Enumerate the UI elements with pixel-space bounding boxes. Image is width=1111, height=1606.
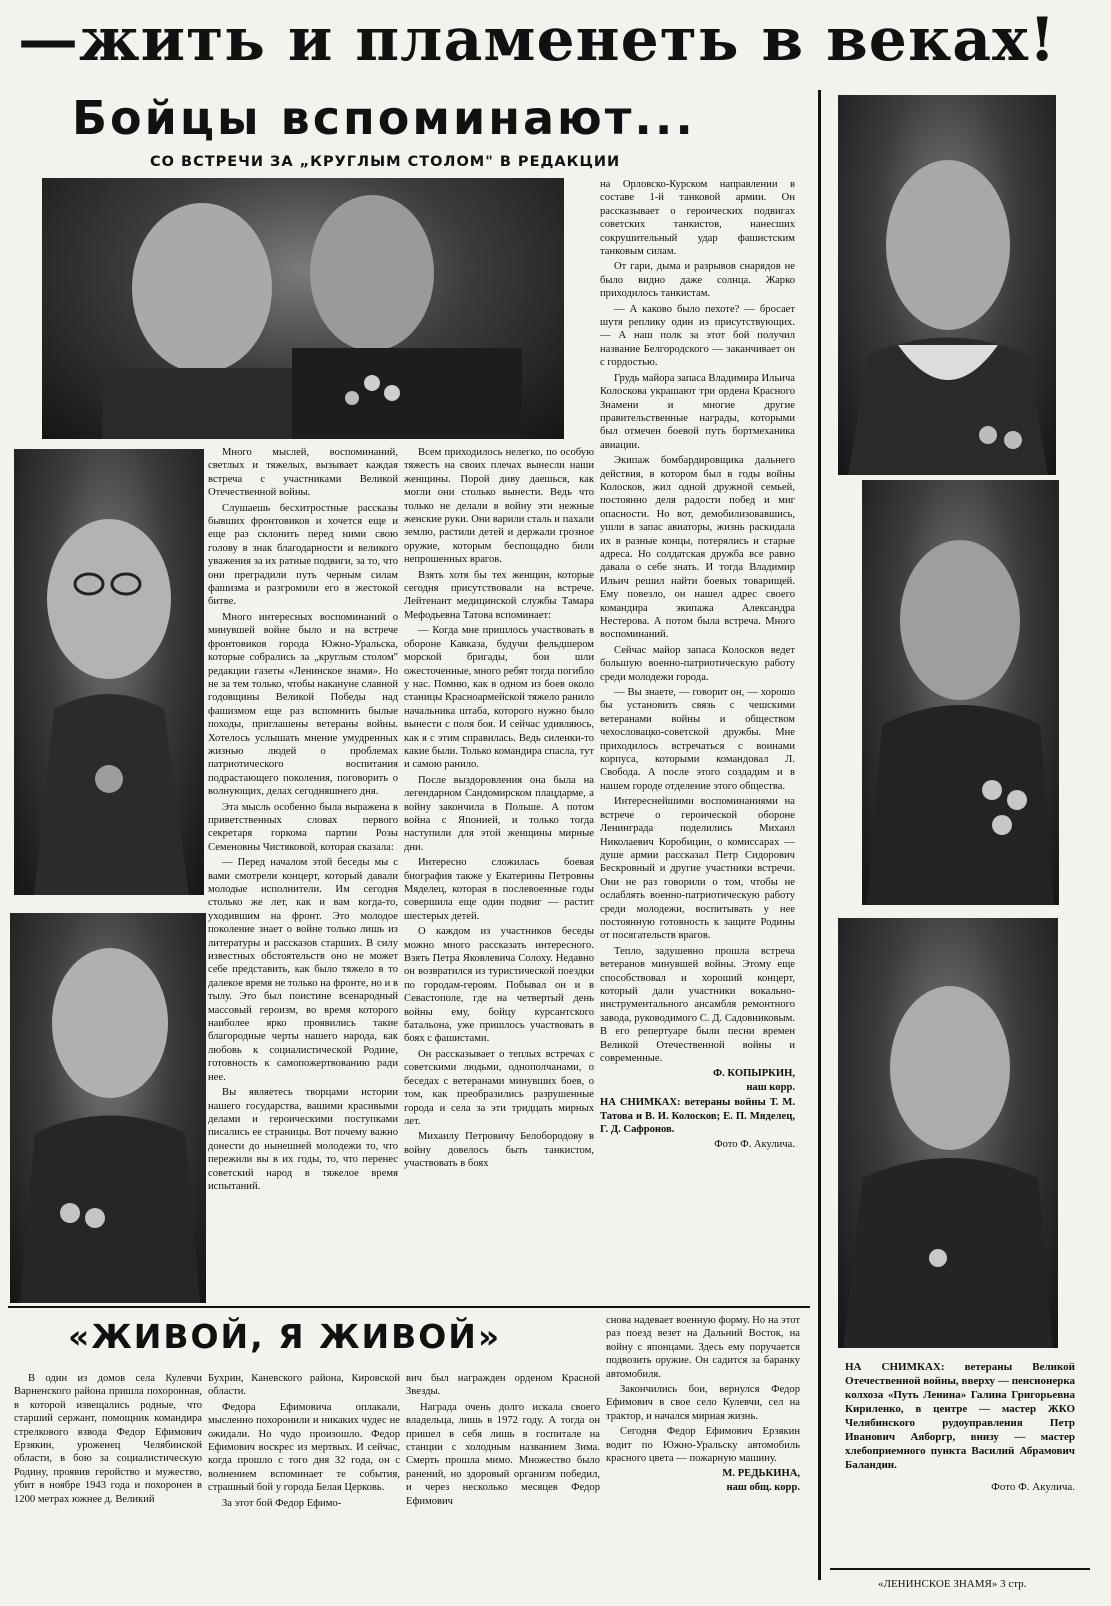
article2-column-3 bbox=[406, 1372, 600, 1602]
paragraph: Интересно сложилась боевая биография также у Екатерины Петровны Мяделец, которая в послевоенные годы совершила еще один подвиг — растит шестерых детей. bbox=[404, 857, 594, 922]
article-headline: Бойцы вспоминают... bbox=[72, 91, 696, 145]
paragraph: Сейчас майор запаса Колосков ведет большую военно-патриотическую работу среди молодежи города. bbox=[600, 644, 795, 683]
paragraph: Интереснейшими воспоминаниями на встрече о героической обороне Ленинграда поделились Михаил Николаевич Коробицин, о комиссарах — душе армии рассказал Петр Сидорович Бескровный и другие участники встречи. Они не раз говорили о том, чтобы не ослаблять военно-патриотическую работу среди молодежи, воспитывать у нее постоянную готовность к защите Родины от посягательств врагов. bbox=[600, 796, 795, 942]
caption-label: НА СНИМКАХ: bbox=[845, 1361, 945, 1373]
photo-woman-veteran bbox=[838, 95, 1056, 475]
paragraph: Всем приходилось нелегко, по особую тяжесть на своих плечах вынесли наши женщины. Порой диву даешься, как могли они столько вынести. Ведь что только не делали в войну эти нежные женские руки. Они варили сталь и пахали землю, растили детей и держали грозное оружие, которым беспощадно били непрошенных врагов. bbox=[404, 447, 594, 566]
author-role: наш корр. bbox=[746, 1081, 795, 1093]
photo-credit: Фото Ф. Акулича. bbox=[991, 1481, 1075, 1493]
paragraph: вич был награжден орденом Красной Звезды. bbox=[406, 1373, 600, 1398]
article2-headline: «ЖИВОЙ, Я ЖИВОЙ» bbox=[68, 1317, 502, 1356]
author-name: Ф. КОПЫРКИН, bbox=[713, 1068, 795, 1080]
right-photo-caption bbox=[845, 1360, 1075, 1565]
author-signature bbox=[606, 1467, 800, 1494]
paragraph: на Орловско-Курском направлении в составе 1-й танковой армии. Он рассказывает о героических подвигах советских танкистов, нанесших сокрушительный удар фашистским танковым силам. bbox=[600, 179, 795, 258]
page-banner: —жить и пламенеть в веках! bbox=[18, 5, 1057, 75]
photo-credit: Фото Ф. Акулича. bbox=[714, 1139, 795, 1151]
caption-block bbox=[845, 1360, 1075, 1472]
paragraph: — Вы знаете, — говорит он, — хорошо бы установить связь с чешскими ветеранами войны и обществом чехословацко-советской дружбы. Мне приходилось встречаться с воинами корпуса, которыми командовал Л. Свобода. А после этого создадим и в нашем городе отделение этого общества. bbox=[600, 687, 795, 792]
paragraph: Бухрин, Каневского района, Кировской области. bbox=[208, 1373, 400, 1398]
photo-woman-glasses bbox=[14, 449, 204, 895]
photo-veterans-group bbox=[42, 178, 564, 439]
paragraph: Награда очень долго искала своего владельца, лишь в 1972 году. А тогда он пришел в себя лишь в госпитале на станции с холодным названием Зима. Смерть прошла мимо. Множество было ранений, но здоровый организм победил, и через несколько месяцев Федор Ефимович bbox=[406, 1401, 600, 1507]
column-divider bbox=[818, 90, 821, 1580]
paragraph: В один из домов села Кулевчи Варненского района пришла похоронная, в которой извещались родные, что старший сержант, помощник командира стрелкового взвода Федор Ефимович Ерзякин, уроженец Челябинской области, в бою за социалистическую Родину, проявив геройство и мужество, убит в ноябре 1943 года и похоронен в 1200 метрах южнее д. Великий bbox=[14, 1373, 202, 1505]
paragraph: Грудь майора запаса Владимира Ильича Колоскова украшают три ордена Красного Знамени и многие другие правительственные награды, которыми был отмечен боевой путь бортмеханика авиации. bbox=[600, 372, 795, 451]
caption-label: НА СНИМКАХ: bbox=[600, 1097, 681, 1109]
caption-text: ветераны Великой Отечественной войны, вверху — пенсионерка колхоза «Путь Ленина» Галина Григорьевна Кириленко, в центре — мастер ЖКО Челябинского рудоуправления Петр Иванович Аяборгр, внизу — мастер хлебоприемного пункта Василий Абрамович Баландин. bbox=[845, 1361, 1076, 1471]
paragraph: Много интересных воспоминаний о минувшей войне было и на встрече фронтовиков города Южно-Уральска, которые собрались за „круглым столом" редакции газеты «Ленинское знамя». Но не за тем только, чтобы накануне славной годовщины Великой Победы над фашизмом еще раз вспомнить былые походы, приглашены ветераны войны. Хотелось услышать мнение умудренных жизнью людей о проблемах патриотического воспитания подрастающего поколения, поговорить о волнующих, делах сегодняшнего дня. bbox=[208, 611, 398, 798]
article-column-2 bbox=[404, 446, 594, 1304]
author-signature bbox=[600, 1067, 795, 1094]
paragraph: Много мыслей, воспоминаний, светлых и тяжелых, вызывает каждая встреча с участниками Великой Отечественной войны. bbox=[208, 447, 398, 499]
article2-column-4 bbox=[606, 1314, 800, 1604]
article-subheading: СО ВСТРЕЧИ ЗА „КРУГЛЫМ СТОЛОМ" В РЕДАКЦИИ bbox=[150, 154, 621, 170]
article2-column-1 bbox=[14, 1372, 202, 1602]
paragraph: Закончились бои, вернулся Федор Ефимович в свое село Кулевчи, сел на трактор, и начался мирная жизнь. bbox=[606, 1384, 800, 1422]
footer-rule bbox=[830, 1568, 1090, 1570]
photo-man-bald bbox=[10, 913, 206, 1303]
paragraph: О каждом из участников беседы можно много рассказать интересного. Взять Петра Яковлевича Солоху. Недавно он возвратился из туристической поездки по городам-героям. Побывал он и в Севастополе, где на четвертый день войны ему, бойцу курсантского батальона, уже пришлось участвовать в боях с фашистами. bbox=[404, 926, 594, 1045]
paragraph: Михаилу Петровичу Белобородову в войну довелось быть танкистом, участвовать в боях bbox=[404, 1131, 594, 1170]
paragraph: От гари, дыма и разрывов снарядов не было видно даже солнца. Жарко приходилось танкистам. bbox=[600, 261, 795, 300]
paragraph: Эта мысль особенно была выражена в приветственных словах первого секретаря горкома партии Розы Семеновны Чистяковой, которая сказала: bbox=[208, 801, 398, 853]
paragraph: За этот бой Федор Ефимо- bbox=[222, 1497, 342, 1509]
caption-text: ветераны войны Т. М. Татова и В. И. Колосков; Е. П. Мяделец, Г. Д. Сафронов. bbox=[600, 1097, 795, 1136]
paragraph: Вы являетесь творцами истории нашего государства, вашими красивыми делами и героическими поступками писались ее страницы. Вот почему важно донести до нынешней молодежи то, что пережили вы в их годы, то, что перенес советский народ в тяжелое время испытаний. bbox=[208, 1087, 398, 1192]
photo-man-medals bbox=[862, 480, 1059, 905]
article-column-1 bbox=[208, 446, 398, 1304]
paragraph: Экипаж бомбардировщика дальнего действия, в котором был в годы войны Колосков, жил одной дружной семьей, постоянно деля радости побед и миг опасности. Но вот, демобилизовавшись, ушли в запас авиаторы, жизнь раскидала их в разные концы, потерялись и старые адреса. Но солдатская дружба все равно давала о себе знать. И тогда Владимир Ильич решил найти боевых товарищей. Ему повезло, он нашел адрес своего командира экипажа Александра Нестерова. А потом была встреча. Много воспоминаний. bbox=[600, 455, 795, 641]
article-column-3 bbox=[600, 178, 795, 1304]
paragraph: — Перед началом этой беседы мы с вами смотрели концерт, который давали молодые исполнители. Им сегодня столько же лет, как и вам когда-то, уходившим на фронт. Это молодое поколение знает о войне только лишь из литературы и рассказов старших. В силу известных обстоятельств оно не может себе представить, как было тяжело в то далекое время не только на фронте, но и в тылу. Это был поистине всенародный массовый героизм, во время которого наиболее ярко проявились такие благородные черты нашего народа, как любовь к социалистической Родине, готовность к самопожертвованию ради нее. bbox=[208, 857, 398, 1083]
paragraph: снова надевает военную форму. Но на этот раз поезд везет на Дальний Восток, на войну с японцами. Здесь ему поручается подвозить оружие. Он садится за баранку автомобиля. bbox=[606, 1315, 800, 1380]
paragraph: Федора Ефимовича оплакали, мысленно похоронили и никаких чудес не ожидали. Но чудо произошло. Федор Ефимович воскрес из мертвых. И сейчас, когда прошло с того дня 32 года, он с волнением вспоминает те события, страшный бой у города Белая Церковь. bbox=[208, 1401, 400, 1494]
paragraph: Взять хотя бы тех женщин, которые сегодня присутствовали на встрече. Лейтенант медицинской службы Тамара Мефодьевна Татова вспоминает: bbox=[404, 569, 594, 621]
author-name: М. РЕДЬКИНА, bbox=[722, 1468, 800, 1480]
article2-column-2 bbox=[208, 1372, 400, 1602]
page-footer: «ЛЕНИНСКОЕ ЗНАМЯ» 3 стр. bbox=[878, 1578, 1027, 1590]
section-divider bbox=[8, 1306, 810, 1308]
paragraph: — Когда мне пришлось участвовать в обороне Кавказа, будучи фельдшером морской бригады, бои шли ожесточенные, много ребят тогда погибло у нас. Помню, как в одном из боев около станицы Красноармейской тяжело ранило начальника штаба, которого нужно было вынести с поля боя. И сейчас удивляюсь, как я с этим справилась. Ведь силенки-то какие были. Только командира спасла, тут и самою ранило. bbox=[404, 625, 594, 771]
photo-caption bbox=[600, 1096, 795, 1136]
author-role: наш общ. корр. bbox=[726, 1481, 800, 1493]
paragraph: Тепло, задушевно прошла встреча ветеранов минувшей войны. Этому еще способствовал и хороший концерт, который дали участники вокально-инструментального ансамбля ремонтного завода, руководимого С. Д. Садовниковым. В его репертуаре были песни времен Великой Отечественной войны и современные. bbox=[600, 945, 795, 1064]
paragraph: Он рассказывает о теплых встречах с советскими людьми, однополчанами, о беседах с ветеранами минувших боев, о том, как преобразились разрушенные города и села за эти тридцать мирных лет. bbox=[404, 1048, 594, 1127]
paragraph: Сегодня Федор Ефимович Ерзякин водит по Южно-Уральску автомобиль красного цвета — пожарную машину. bbox=[606, 1426, 800, 1465]
paragraph: — А каково было пехоте? — бросает шутя реплику один из присутствующих. — А наш полк за этот бой получил название Белгородского — заканчивает он с гордостью. bbox=[600, 303, 795, 369]
paragraph: Слушаешь бесхитростные рассказы бывших фронтовиков и хочется еще и еще раз склонить перед ними свою голову в знак благодарности и великого уважения за их ратные подвиги, за то, что они преградили путь черным силам фашизма и разгромили его в жестокой битве. bbox=[208, 502, 398, 608]
paragraph: После выздоровления она была на легендарном Сандомирском плацдарме, а войну закончила в Польше. А потом война с Японией, и только тогда наступили для этой женщины мирные дни. bbox=[404, 774, 594, 853]
photo-man-third bbox=[838, 918, 1058, 1348]
